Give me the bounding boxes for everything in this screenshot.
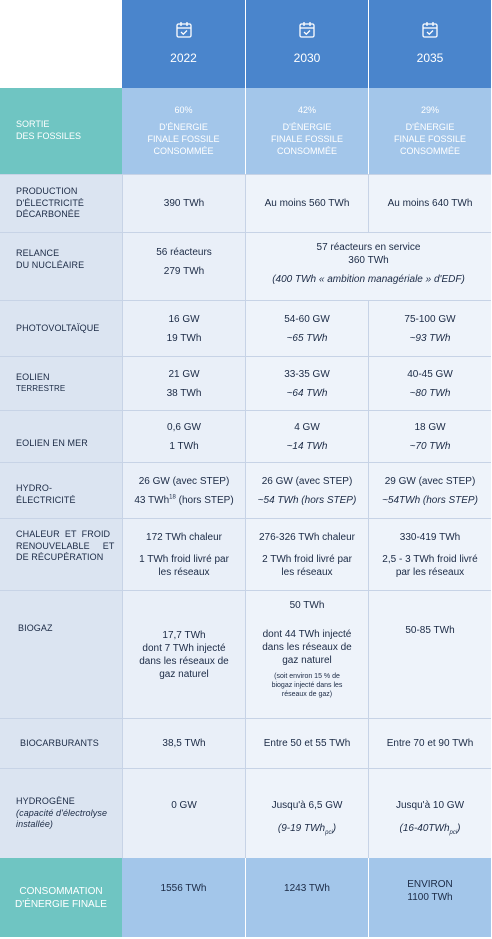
value-text: 16 GW (168, 313, 200, 325)
value-text: 33-35 GW (284, 368, 330, 380)
label-line: ÉLECTRICITÉ (16, 494, 76, 505)
label-line: PHOTOVOLTAÏQUE (16, 322, 100, 333)
label-line: EOLIEN EN MER (16, 437, 88, 448)
consommation-2030 (245, 858, 368, 937)
value-text: 360 TWh (348, 255, 389, 266)
calendar-check-icon (298, 21, 316, 39)
eolien-mer-2035 (368, 410, 491, 462)
biogaz-2022 (122, 590, 245, 718)
value-text: par les réseaux (395, 566, 465, 578)
label-line: HYDRO- (16, 482, 53, 493)
value-text: (hors STEP) (175, 494, 234, 506)
row-label-hydrogene (0, 768, 122, 858)
label-line: BIOGAZ (18, 623, 53, 633)
percent-value: 42% (297, 104, 316, 115)
value-text: 54-60 GW (284, 313, 330, 325)
label-line: DU NUCLÉAIRE (16, 259, 85, 270)
value-text: ) (457, 823, 461, 834)
text-line: D'ÉNERGIE (159, 122, 208, 133)
row-label-biocarburants (0, 718, 122, 768)
label-line: PRODUCTION (16, 185, 78, 196)
value-text: 1556 TWh (160, 883, 207, 894)
text-line: FINALE FOSSILE (393, 134, 467, 144)
value-text: 75-100 GW (404, 313, 456, 325)
hydro-2035 (368, 462, 491, 518)
text-line: FINALE FOSSILE (147, 134, 220, 144)
label-line: SORTIE (16, 119, 50, 130)
value-text: 1100 TWh (407, 892, 453, 903)
calendar-check-icon (175, 21, 193, 39)
value-text: ) (332, 823, 337, 834)
unit-subscript: pci (449, 830, 458, 836)
pv-2022 (122, 300, 245, 356)
sublabel-line: (capacité d'électrolyse (16, 807, 108, 818)
label-line: DÉCARBONÉE (16, 209, 81, 220)
value-text: ENVIRON (407, 879, 453, 890)
label-line: DES FOSSILES (16, 131, 82, 141)
row-label-pv (0, 300, 122, 356)
percent-value: 60% (174, 104, 193, 115)
row-label-fossiles (0, 88, 122, 174)
value-text: ~14 TWh (286, 440, 328, 452)
text-line: FINALE FOSSILE (270, 134, 344, 144)
value-text: dont 7 TWh injecté (142, 642, 226, 654)
label-line: DE RÉCUPÉRATION (16, 552, 104, 563)
value-text: ~65 TWh (286, 332, 328, 344)
row-label-nucleaire (0, 232, 122, 300)
value-text: gaz naturel (282, 655, 332, 666)
calendar-check-icon (421, 21, 439, 39)
value-text: 56 réacteurs (156, 247, 212, 258)
note-text: (soit environ 15 % de (274, 673, 340, 680)
value-text: 21 GW (168, 368, 200, 380)
value-text: ~64 TWh (286, 387, 328, 399)
value-text: 50-85 TWh (405, 625, 455, 636)
year-label: 2030 (293, 51, 321, 66)
value-text: 29 GW (avec STEP) (384, 475, 476, 487)
row-label-eolien-terrestre (0, 356, 122, 410)
note-text: biogaz injecté dans les (271, 682, 343, 690)
label-line: CHALEUR ET FROID (16, 529, 111, 539)
value-text: dans les réseaux de (139, 655, 229, 667)
text-line: CONSOMMÉE (276, 145, 337, 156)
value-text: 0 GW (171, 800, 197, 811)
eolien-mer-2022 (122, 410, 245, 462)
chaleur-2030 (245, 518, 368, 590)
label-line: RELANCE (16, 248, 60, 258)
label-line: D'ÉNERGIE FINALE (15, 898, 107, 910)
fossiles-2035 (368, 88, 491, 174)
value-text: Entre 50 et 55 TWh (263, 738, 351, 749)
production-2022 (122, 174, 245, 232)
value-text: 43 TWh (134, 494, 170, 506)
text-line: D'ÉNERGIE (405, 122, 455, 133)
value-text: 2 TWh froid livré par (262, 553, 352, 565)
value-line (134, 494, 233, 507)
hydro-2030 (245, 462, 368, 518)
row-label-biogaz (0, 590, 122, 718)
value-text: dans les réseaux de (262, 642, 352, 653)
value-text: Jusqu'à 10 GW (395, 800, 465, 811)
value-text: 390 TWh (163, 198, 205, 209)
value-text: ~70 TWh (409, 440, 451, 452)
value-text: 0,6 GW (167, 421, 201, 433)
header-year-2035 (368, 0, 491, 88)
value-text: ~54 TWh (hors STEP) (257, 494, 357, 506)
chaleur-2035 (368, 518, 491, 590)
eolien-mer-2030 (245, 410, 368, 462)
value-text: 38,5 TWh (162, 738, 206, 749)
consommation-2035 (368, 858, 491, 937)
eolien-terrestre-2035 (368, 356, 491, 410)
value-text: Entre 70 et 90 TWh (386, 738, 474, 749)
value-text: 17,7 TWh (162, 629, 206, 641)
eolien-terrestre-2022 (122, 356, 245, 410)
pv-2035 (368, 300, 491, 356)
text-line: CONSOMMÉE (399, 145, 460, 156)
value-text: Au moins 560 TWh (264, 198, 350, 209)
note-text: (400 TWh « ambition managériale » d'EDF) (272, 274, 465, 285)
value-text: les réseaux (158, 566, 210, 578)
note-text: réseaux de gaz) (281, 691, 333, 699)
year-label: 2022 (170, 51, 197, 66)
eolien-terrestre-2030 (245, 356, 368, 410)
value-text: 279 TWh (163, 266, 205, 277)
biocarburants-2022 (122, 718, 245, 768)
header-year-2022 (122, 0, 245, 88)
label-line: TERRESTRE (16, 384, 66, 394)
percent-value: 29% (420, 104, 439, 115)
label-line: BIOCARBURANTS (20, 737, 99, 748)
header-year-2030 (245, 0, 368, 88)
value-text: 40-45 GW (407, 368, 453, 380)
row-label-production (0, 174, 122, 232)
row-label-chaleur (0, 518, 122, 590)
footnote-ref: 18 (169, 494, 176, 501)
row-label-consommation (0, 858, 122, 937)
value-text: 330-419 TWh (399, 531, 461, 543)
value-text: 1243 TWh (284, 883, 330, 894)
biocarburants-2030 (245, 718, 368, 768)
value-text: dont 44 TWh injecté (262, 629, 352, 640)
value-text: ~54TWh (hors STEP) (382, 494, 478, 506)
biogaz-2030 (245, 590, 368, 718)
value-text: 38 TWh (166, 387, 202, 399)
nucleaire-2030-2035 (245, 232, 491, 300)
label-line: D'ÉLECTRICITÉ (16, 197, 85, 208)
value-text: 57 réacteurs en service (316, 242, 421, 253)
value-line (399, 822, 460, 838)
value-text: ~80 TWh (409, 387, 451, 399)
label-line: EOLIEN (16, 372, 50, 383)
biocarburants-2035 (368, 718, 491, 768)
value-text: (9-19 TWh (277, 823, 326, 834)
production-2030 (245, 174, 368, 232)
value-text: les réseaux (281, 566, 333, 578)
value-text: ~93 TWh (409, 332, 451, 344)
hydrogene-2035 (368, 768, 491, 858)
value-text: 276-326 TWh chaleur (259, 531, 355, 543)
value-text: 1 TWh (169, 440, 199, 452)
hydrogene-2030 (245, 768, 368, 858)
unit-subscript: pci (325, 830, 333, 836)
biogaz-2035 (368, 590, 491, 718)
label-line: RENOUVELABLE ET (16, 540, 115, 551)
value-text: 2,5 - 3 TWh froid livré (382, 553, 478, 565)
value-text: 26 GW (avec STEP) (138, 475, 230, 487)
value-text: (16-40TWh (399, 823, 450, 834)
fossiles-2022 (122, 88, 245, 174)
fossiles-2030 (245, 88, 368, 174)
value-text: 4 GW (294, 421, 320, 433)
value-text: 26 GW (avec STEP) (261, 475, 353, 487)
header-blank-cell (0, 0, 122, 88)
row-label-eolien-mer (0, 410, 122, 462)
chaleur-2022 (122, 518, 245, 590)
value-text: 172 TWh chaleur (146, 531, 222, 543)
value-text: 18 GW (414, 421, 446, 433)
value-text: Au moins 640 TWh (387, 198, 473, 209)
production-2035 (368, 174, 491, 232)
label-line: HYDROGÈNE (16, 795, 75, 806)
text-line: D'ÉNERGIE (282, 122, 332, 133)
value-text: Jusqu'à 6,5 GW (271, 800, 343, 811)
value-text: 19 TWh (166, 332, 202, 344)
value-text: 1 TWh froid livré par (139, 553, 229, 565)
value-line (278, 822, 336, 838)
value-text: gaz naturel (159, 668, 209, 680)
sublabel-line: installée) (16, 819, 54, 830)
year-label: 2035 (416, 51, 444, 66)
value-text: 50 TWh (289, 600, 325, 611)
hydro-2022 (122, 462, 245, 518)
pv-2030 (245, 300, 368, 356)
row-label-hydro (0, 462, 122, 518)
text-line: CONSOMMÉE (153, 145, 214, 156)
label-line: CONSOMMATION (19, 885, 103, 897)
consommation-2022 (122, 858, 245, 937)
nucleaire-2022 (122, 232, 245, 300)
hydrogene-2022 (122, 768, 245, 858)
